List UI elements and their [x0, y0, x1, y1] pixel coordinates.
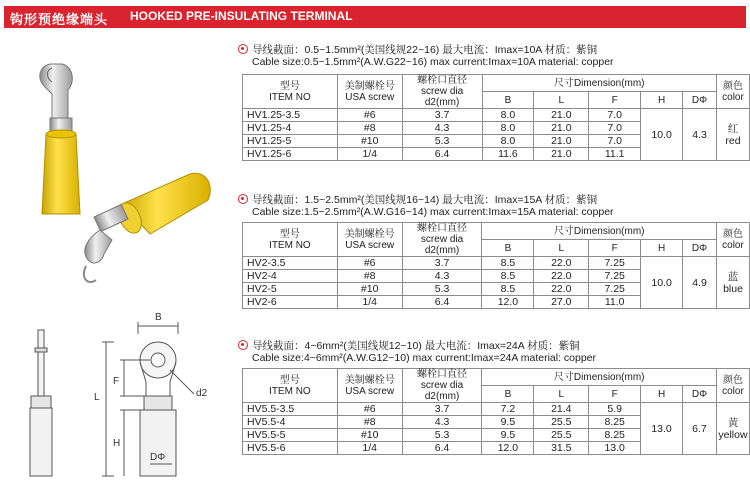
- dim-label-d2: d2: [196, 388, 208, 399]
- spec-line-cn: 导线截面：0.5~1.5mm²(美国线规22~16) 最大电流：Imax=10A 材质：紫铜: [238, 42, 597, 56]
- table-row: HV2-5 #10 5.3 8.5 22.0 7.25: [243, 283, 750, 296]
- header-item: 型号 ITEM NO: [243, 369, 338, 403]
- cell-h: 10.0: [641, 257, 683, 309]
- spec-line-cn: 导线截面：1.5~2.5mm²(美国线规16~14) 最大电流：Imax=15A 材质：紫铜: [238, 192, 597, 206]
- table-row: HV5.5-3.5 #6 3.7 7.2 21.4 5.9 13.0 6.7 黄 yellow: [243, 403, 750, 416]
- header-item: 型号 ITEM NO: [243, 223, 338, 257]
- table-row: HV5.5-5 #10 5.3 9.5 25.5 8.25: [243, 429, 750, 442]
- header-l: L: [534, 240, 589, 257]
- header-dimension: 尺寸Dimension(mm): [482, 75, 716, 92]
- cell-dphi: 4.9: [683, 257, 717, 309]
- header-b: B: [482, 386, 534, 403]
- header-bar: [4, 6, 746, 28]
- page-header: [0, 0, 750, 34]
- header-item: 型号 ITEM NO: [243, 75, 338, 109]
- header-f: F: [589, 386, 641, 403]
- header-dimension: 尺寸Dimension(mm): [482, 369, 716, 386]
- terminal-lying: [84, 173, 210, 282]
- spec-section-3: [238, 334, 750, 484]
- dim-label-b: B: [155, 312, 162, 323]
- header-h: H: [641, 386, 683, 403]
- header-color: 颜色 color: [716, 75, 749, 109]
- side-view-tongue: [38, 330, 44, 396]
- dim-label-h: H: [113, 438, 121, 449]
- cell-dphi: 4.3: [683, 109, 717, 161]
- spec-line-cn: 导线截面：4~6mm²(美国线规12~10) 最大电流：Imax=24A 材质：紫铜: [238, 338, 580, 352]
- header-h: H: [641, 92, 683, 109]
- title-chinese: 钩形预绝缘端头: [10, 13, 109, 28]
- product-photo: [0, 34, 238, 334]
- header-screw-dia: 螺栓口直径 screw dia d2(mm): [402, 369, 482, 403]
- cell-color: 蓝 blue: [716, 257, 749, 309]
- terminal-upright: [40, 64, 80, 214]
- header-h: H: [641, 240, 683, 257]
- header-color: 颜色 color: [716, 369, 749, 403]
- spec-table: [242, 222, 750, 309]
- header-l: L: [534, 386, 589, 403]
- title-english: HOOKED PRE-INSULATING TERMINAL: [130, 9, 353, 23]
- dim-label-dphi: DΦ: [150, 452, 166, 463]
- table-row: HV1.25-5 #10 5.3 8.0 21.0 7.0: [243, 135, 750, 148]
- table-row: HV1.25-4 #8 4.3 8.0 21.0 7.0: [243, 122, 750, 135]
- bullet-icon: [238, 194, 248, 204]
- side-view-sleeve: [30, 408, 52, 476]
- header-dphi: DΦ: [683, 386, 717, 403]
- table-row: HV2-4 #8 4.3 8.5 22.0 7.25: [243, 270, 750, 283]
- front-view-sleeve: [140, 410, 176, 476]
- header-dimension: 尺寸Dimension(mm): [482, 223, 717, 240]
- dim-label-l: L: [94, 392, 100, 403]
- table-row: HV2-6 1/4 6.4 12.0 27.0 11.0: [243, 296, 750, 309]
- spec-section-2: [238, 188, 750, 333]
- dim-label-f: F: [113, 376, 120, 387]
- header-f: F: [589, 240, 641, 257]
- header-usa-screw: 美制螺栓号 USA screw: [337, 75, 402, 109]
- header-dphi: DΦ: [683, 240, 717, 257]
- header-dphi: DΦ: [683, 92, 717, 109]
- bullet-icon: [238, 340, 248, 350]
- cell-h: 10.0: [641, 109, 683, 161]
- header-b: B: [482, 92, 534, 109]
- cell-color: 黄 yellow: [716, 403, 749, 455]
- table-row: HV1.25-6 1/4 6.4 11.6 21.0 11.1: [243, 148, 750, 161]
- header-f: F: [589, 92, 641, 109]
- header-color: 颜色 color: [716, 223, 749, 257]
- table-row: HV2-3.5 #6 3.7 8.5 22.0 7.25 10.0 4.9 蓝 blue: [243, 257, 750, 270]
- terminal-illustration: [0, 34, 238, 334]
- header-b: B: [482, 240, 534, 257]
- technical-drawing: [0, 300, 238, 486]
- spec-table: [242, 74, 750, 161]
- table-row: HV5.5-6 1/4 6.4 12.0 31.5 13.0: [243, 442, 750, 455]
- header-screw-dia: 螺栓口直径 screw dia d2(mm): [402, 223, 482, 257]
- cell-dphi: 6.7: [683, 403, 717, 455]
- header-screw-dia: 螺栓口直径 screw dia d2(mm): [402, 75, 482, 109]
- spec-line-en: Cable size:4~6mm²(A.W.G12~10) max current:Imax=24A material: copper: [252, 352, 597, 364]
- cell-h: 13.0: [641, 403, 683, 455]
- header-l: L: [534, 92, 589, 109]
- spec-line-en: Cable size:0.5~1.5mm²(A.W.G22~16) max current:Imax=10A material: copper: [252, 56, 614, 68]
- dimension-diagram: [0, 300, 238, 486]
- spec-table: [242, 368, 750, 455]
- spec-section-1: [238, 38, 750, 188]
- table-row: HV5.5-4 #8 4.3 9.5 25.5 8.25: [243, 416, 750, 429]
- table-row: HV1.25-3.5 #6 3.7 8.0 21.0 7.0 10.0 4.3 红 red: [243, 109, 750, 122]
- spec-line-en: Cable size:1.5~2.5mm²(A.W.G16~14) max current:Imax=15A material: copper: [252, 206, 614, 218]
- header-usa-screw: 美制螺栓号 USA screw: [337, 223, 402, 257]
- bullet-icon: [238, 44, 248, 54]
- header-usa-screw: 美制螺栓号 USA screw: [337, 369, 402, 403]
- cell-color: 红 red: [716, 109, 749, 161]
